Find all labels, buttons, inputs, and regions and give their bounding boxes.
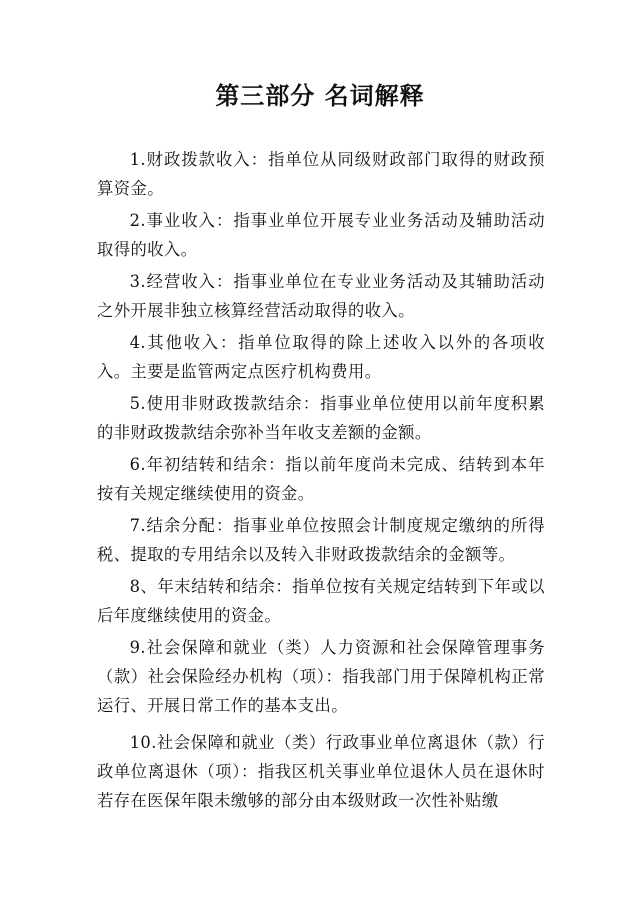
definition-paragraph-3: 3.经营收入：指事业单位在专业业务活动及其辅助活动之外开展非独立核算经营活动取得的收入。 xyxy=(97,272,545,320)
definition-paragraph-8: 8、年末结转和结余：指单位按有关规定结转到下年或以后年度继续使用的资金。 xyxy=(97,577,545,625)
definition-paragraph-6: 6.年初结转和结余：指以前年度尚未完成、结转到本年按有关规定继续使用的资金。 xyxy=(97,455,545,503)
definition-paragraph-9: 9.社会保障和就业（类）人力资源和社会保障管理事务（款）社会保险经办机构（项）：指我部门用于保障机构正常运行、开展日常工作的基本支出。 xyxy=(97,638,545,715)
definition-paragraph-5: 5.使用非财政拨款结余：指事业单位使用以前年度积累的非财政拨款结余弥补当年收支差额的金额。 xyxy=(97,394,545,442)
definition-paragraph-2: 2.事业收入：指事业单位开展专业业务活动及辅助活动取得的收入。 xyxy=(97,211,545,259)
page-title: 第三部分 名词解释 xyxy=(215,82,425,110)
definition-paragraph-4: 4.其他收入：指单位取得的除上述收入以外的各项收入。主要是监管两定点医疗机构费用。 xyxy=(97,333,545,381)
definition-paragraph-1: 1.财政拨款收入：指单位从同级财政部门取得的财政预算资金。 xyxy=(97,150,545,198)
definition-paragraph-10: 10.社会保障和就业（类）行政事业单位离退休（款）行政单位离退休（项）：指我区机关事业单位退休人员在退休时若存在医保年限未缴够的部分由本级财政一次性补贴缴 xyxy=(97,733,545,810)
definitions-list xyxy=(97,145,545,815)
definition-paragraph-7: 7.结余分配：指事业单位按照会计制度规定缴纳的所得税、提取的专用结余以及转入非财政拨款结余的金额等。 xyxy=(97,516,545,564)
